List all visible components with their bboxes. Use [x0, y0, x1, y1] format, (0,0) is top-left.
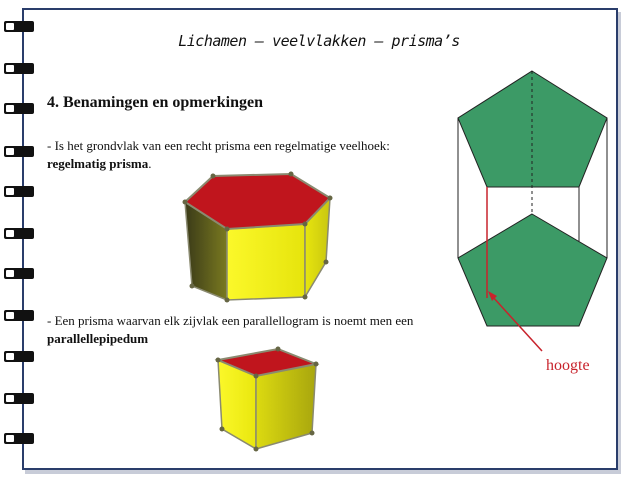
binding-ring-icon	[4, 433, 34, 444]
binding-ring-icon	[4, 351, 34, 362]
binding-ring-icon	[4, 186, 34, 197]
pentagonal-prism-figure	[450, 66, 616, 356]
binding-ring-icon	[4, 393, 34, 404]
section-heading: 4. Benamingen en opmerkingen	[47, 94, 264, 111]
term-regelmatig-prisma: regelmatig prisma	[47, 156, 149, 171]
slide-title: Lichamen – veelvlakken – prisma’s	[178, 32, 460, 50]
paragraph-text: - Is het grondvlak van een recht prisma een regelmatige veelhoek:	[47, 138, 390, 153]
binding-ring-icon	[4, 228, 34, 239]
height-annotation-label: hoogte	[546, 357, 590, 374]
binding-ring-icon	[4, 146, 34, 157]
paragraph-text: - Een prisma waarvan elk zijvlak een parallellogram is noemt men een	[47, 313, 414, 328]
paragraph-end: .	[148, 156, 152, 171]
term-parallellepipedum: parallellepipedum	[47, 331, 149, 346]
binding-ring-icon	[4, 268, 34, 279]
binding-ring-icon	[4, 63, 34, 74]
parallelepiped-figure	[212, 337, 328, 455]
hexagonal-prism-figure	[170, 158, 336, 303]
binding-ring-icon	[4, 103, 34, 114]
binding-ring-icon	[4, 21, 34, 32]
binding-ring-icon	[4, 310, 34, 321]
